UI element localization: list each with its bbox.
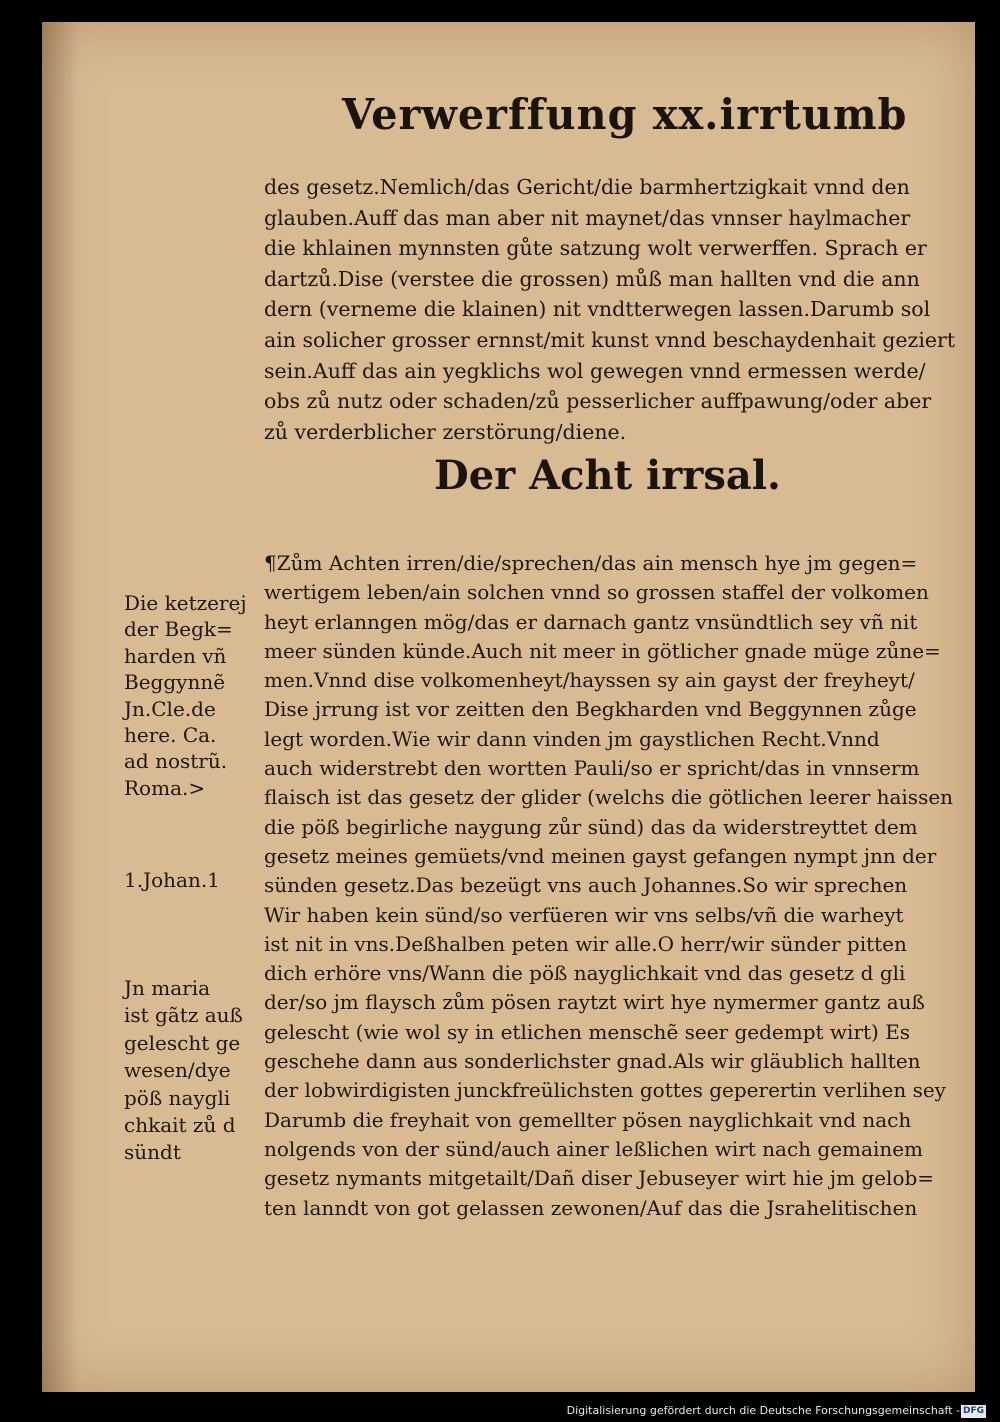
text-line: ten lanndt von got gelassen zewonen/Auf das die Jsrahelitischen	[264, 1195, 918, 1220]
text-line: men.Vnnd dise volkomenheyt/hayssen sy ain gayst der freyheyt/	[264, 668, 915, 693]
margin-note-heresy	[124, 590, 250, 801]
text-line: ¶Zům Achten irren/die/sprechen/das ain mensch hye jm gegen=	[264, 551, 918, 575]
text-line: sünden gesetz.Das bezeügt vns auch Johannes.So wir sprechen	[264, 873, 908, 898]
text-line: Dise jrrung ist vor zeitten den Begkharden vnd Beggynnen zůge	[264, 697, 917, 722]
text-line: des gesetz.Nemlich/das Gericht/die barmhertzigkait vnnd den	[264, 175, 910, 199]
margin-line: 1.Johan.1	[124, 868, 220, 892]
text-line: gesetz meines gemüets/vnd meinen gayst gefangen nympt jnn der	[264, 843, 937, 868]
text-line: ain solicher grosser ernnst/mit kunst vnnd beschaydenhait geziert	[264, 327, 956, 352]
text-line: der lobwirdigisten junckfreülichsten gottes geperertin verlihen sey	[264, 1078, 946, 1103]
text-line: obs zů nutz oder schaden/zů pesserlicher auffpawung/oder aber	[264, 389, 932, 414]
margin-line: der Begk=	[124, 617, 233, 642]
text-line: gesetz nymants mitgetailt/Dañ diser Jebuseyer wirt hie jm gelob=	[264, 1166, 935, 1191]
text-line: dartzů.Dise (verstee die grossen) můß man hallten vnd die ann	[264, 266, 920, 291]
margin-line: pöß naygli	[124, 1085, 231, 1110]
margin-line: Jn.Cle.de	[124, 696, 216, 721]
footer-bar	[0, 1402, 1000, 1422]
margin-line: sündt	[124, 1140, 181, 1165]
running-header: Verwerffung xx.irrtumb	[342, 90, 908, 139]
text-line: sein.Auff das ain yegklichs wol gewegen vnnd ermessen werde/	[264, 358, 926, 383]
section-heading: Der Acht irrsal.	[434, 452, 781, 499]
margin-line: here. Ca.	[124, 722, 217, 747]
margin-note-maria	[124, 975, 250, 1167]
text-line: die pöß begirliche naygung zůr sünd) das da widerstreyttet dem	[264, 814, 918, 839]
text-line: Wir haben kein sünd/so verfüeren wir vns selbs/vñ die warheyt	[264, 902, 904, 927]
text-line: glauben.Auff das man aber nit maynet/das vnnser haylmacher	[264, 205, 911, 230]
text-line: auch widerstrebt den wortten Pauli/so er spricht/das in vnnserm	[264, 756, 920, 781]
text-line: dern (verneme die klainen) nit vndtterwegen lassen.Darumb sol	[264, 297, 931, 322]
book-page	[42, 22, 975, 1392]
text-line: zů verderblicher zerstörung/diene.	[264, 419, 627, 444]
margin-line: Roma.>	[124, 775, 206, 800]
text-line: meer sünden künde.Auch nit meer in götlicher gnade müge zůne=	[264, 638, 941, 663]
text-line: gelescht (wie wol sy in etlichen menschẽ seer gedempt wirt) Es	[264, 1019, 911, 1044]
text-line: heyt erlanngen mög/das er darnach gantz vnsündtlich sey vñ nit	[264, 609, 918, 634]
text-line: Darumb die freyhait von gemellter pösen nayglichkait vnd nach	[264, 1107, 912, 1132]
text-line: nolgends von der sünd/auch ainer leßlichen wirt nach gemainem	[264, 1136, 924, 1161]
margin-line: ad nostrũ.	[124, 749, 228, 774]
margin-line: Die ketzerej	[124, 591, 247, 615]
margin-line: ist gãtz auß	[124, 1003, 243, 1028]
text-line: die khlainen mynnsten gůte satzung wolt verwerffen. Sprach er	[264, 236, 927, 261]
text-line: legt worden.Wie wir dann vinden jm gaystlichen Recht.Vnnd	[264, 726, 880, 751]
dfg-logo: DFG	[962, 1406, 984, 1416]
text-block-top	[264, 172, 984, 447]
text-line: ist nit in vns.Deßhalben peten wir alle.O herr/wir sünder pitten	[264, 931, 907, 956]
text-line: flaisch ist das gesetz der glider (welchs die götlichen leerer haissen	[264, 785, 954, 810]
margin-line: harden vñ	[124, 643, 227, 668]
funding-notice: Digitalisierung gefördert durch die Deutsche Forschungsgemeinschaft -	[566, 1404, 960, 1417]
text-line: der/so jm flaysch zům pösen raytzt wirt hye nymermer gantz auß	[264, 990, 925, 1015]
margin-line: Beggynnẽ	[124, 670, 226, 695]
text-block-main	[264, 549, 984, 1223]
text-line: dich erhöre vns/Wann die pöß nayglichkait vnd das gesetz d gli	[264, 961, 906, 986]
margin-line: chkait zů d	[124, 1112, 236, 1137]
text-line: wertigem leben/ain solchen vnnd so grossen staffel der volkomen	[264, 580, 929, 605]
margin-line: wesen/dye	[124, 1058, 231, 1083]
margin-line: Jn maria	[124, 976, 211, 1000]
text-line: geschehe dann aus sonderlichster gnad.Als wir gläublich hallten	[264, 1049, 921, 1074]
margin-note-reference	[124, 867, 250, 893]
margin-line: gelescht ge	[124, 1030, 241, 1055]
